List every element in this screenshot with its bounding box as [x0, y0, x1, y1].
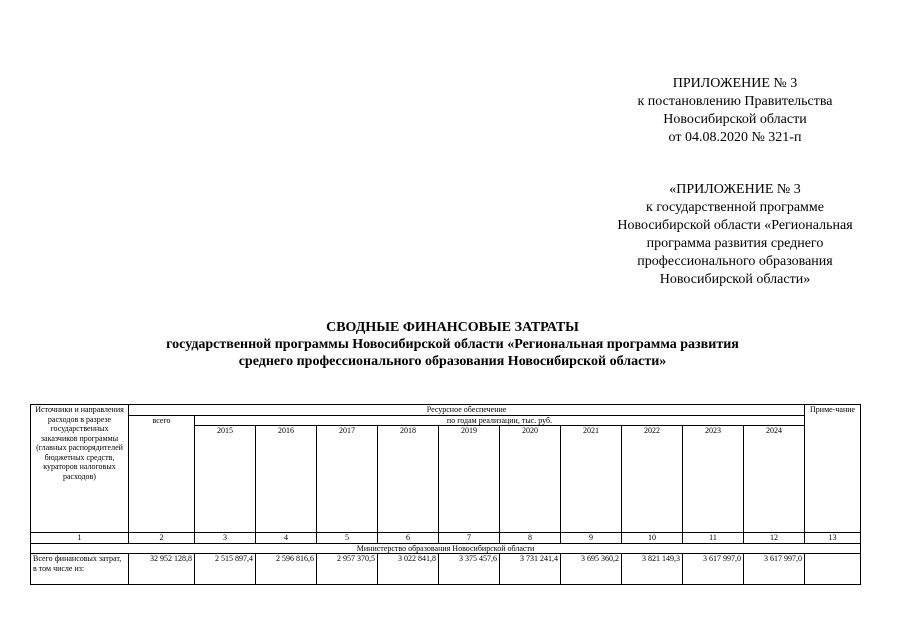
program-appendix-line: программа развития среднего: [646, 236, 824, 251]
program-appendix-line: «ПРИЛОЖЕНИЕ № 3: [669, 182, 801, 197]
column-number-cell: 7: [439, 533, 500, 544]
year-header-cell: 2020: [500, 426, 561, 533]
approval-line: к постановлению Правительства: [637, 94, 833, 109]
column-number-cell: 8: [500, 533, 561, 544]
column-number-cell: 12: [744, 533, 805, 544]
row-value-cell: 3 695 360,2: [561, 554, 622, 585]
column-number-cell: 5: [317, 533, 378, 544]
row-value-cell: 2 515 897,4: [195, 554, 256, 585]
section-title-cell: Министерство образования Новосибирской области: [31, 543, 861, 554]
approval-line: Новосибирской области: [663, 112, 807, 127]
header-row-1: [31, 405, 861, 416]
row-value-cell: 2 596 816,6: [256, 554, 317, 585]
program-appendix-line: Новосибирской области»: [659, 272, 811, 287]
year-header-cell: 2019: [439, 426, 500, 533]
year-header-cell: 2024: [744, 426, 805, 533]
year-header-cell: 2021: [561, 426, 622, 533]
column-number-cell: 11: [683, 533, 744, 544]
column-number-row: [31, 533, 861, 544]
column-number-cell: 3: [195, 533, 256, 544]
row-note-cell: [805, 554, 861, 585]
title-line: государственной программы Новосибирской области «Региональная программа развития: [166, 337, 739, 352]
program-appendix-block: [590, 181, 880, 289]
column-number-cell: 6: [378, 533, 439, 544]
approval-appendix-block: [600, 75, 870, 147]
title-line: среднего профессионального образования Новосибирской области»: [238, 354, 667, 369]
year-header-cell: 2016: [256, 426, 317, 533]
financial-costs-table: [30, 404, 861, 585]
column-number-cell: 10: [622, 533, 683, 544]
year-header-cell: 2018: [378, 426, 439, 533]
column-number-cell: 2: [129, 533, 195, 544]
resources-header-cell: Ресурсное обеспечение: [129, 405, 805, 416]
total-header-cell: всего: [129, 415, 195, 533]
program-appendix-line: к государственной программе: [646, 200, 824, 215]
row-label-cell: Всего финансовых затрат, в том числе из:: [31, 554, 129, 585]
year-header-cell: 2022: [622, 426, 683, 533]
approval-line: от 04.08.2020 № 321-п: [668, 130, 802, 145]
year-header-cell: 2023: [683, 426, 744, 533]
year-header-cell: 2015: [195, 426, 256, 533]
program-appendix-line: Новосибирской области «Региональная: [617, 218, 853, 233]
row-value-cell: 3 731 241,4: [500, 554, 561, 585]
row-value-cell: 3 375 457,6: [439, 554, 500, 585]
program-appendix-line: профессионального образования: [637, 254, 833, 269]
column-number-cell: 1: [31, 533, 129, 544]
document-title: [80, 319, 825, 370]
row-value-cell: 3 821 149,3: [622, 554, 683, 585]
column-number-cell: 9: [561, 533, 622, 544]
table-row: [31, 554, 861, 585]
title-line: СВОДНЫЕ ФИНАНСОВЫЕ ЗАТРАТЫ: [326, 320, 579, 335]
by-years-header-cell: по годам реализации, тыс. руб.: [195, 415, 805, 426]
column-number-cell: 4: [256, 533, 317, 544]
approval-line: ПРИЛОЖЕНИЕ № 3: [672, 76, 798, 91]
row-value-cell: 3 617 997,0: [744, 554, 805, 585]
note-header-cell: Приме-чание: [805, 405, 861, 533]
year-header-cell: 2017: [317, 426, 378, 533]
section-row: [31, 543, 861, 554]
row-value-cell: 3 022 841,8: [378, 554, 439, 585]
row-value-cell: 2 957 370,5: [317, 554, 378, 585]
row-total-cell: 32 952 128,8: [129, 554, 195, 585]
header-row-2: [31, 415, 861, 426]
column-number-cell: 13: [805, 533, 861, 544]
row-value-cell: 3 617 997,0: [683, 554, 744, 585]
sources-header-cell: Источники и направления расходов в разрезе государственных заказчиков программы (главных распорядителей бюджетных средств, кураторов налоговых расходов): [31, 405, 129, 533]
